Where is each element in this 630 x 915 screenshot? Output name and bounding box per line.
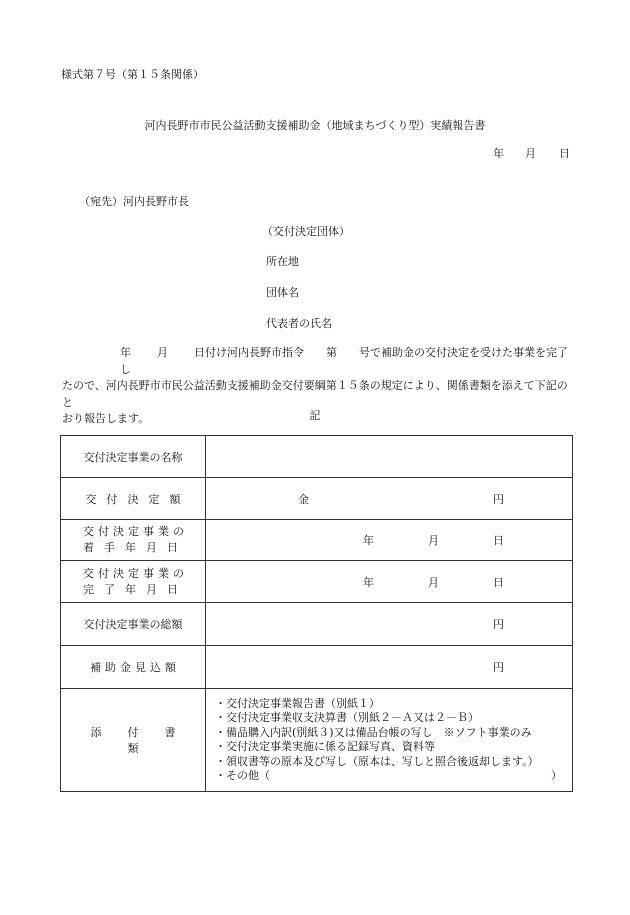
table-row xyxy=(61,561,573,603)
attachments-label-cell xyxy=(61,689,206,792)
sender-org-name-label: 団体名 xyxy=(266,286,299,299)
list-item: ・交付決定事業実施に係る記録写真、資料等 xyxy=(215,740,435,753)
expected-grant-label: 補助金見込額 xyxy=(90,661,180,674)
addressee: （宛先）河内長野市長 xyxy=(79,195,189,208)
start-date-label-line-2: 着手年月日 xyxy=(83,541,188,554)
report-table xyxy=(60,435,573,792)
attachment-other-close: ） xyxy=(551,769,562,782)
table-row xyxy=(61,436,573,478)
project-name-label-cell xyxy=(61,436,206,478)
start-date-year: 年 xyxy=(363,534,374,547)
table-row xyxy=(61,689,573,792)
list-item: ・領収書等の原本及び写し（原本は、写しと照合後返却します。） xyxy=(215,754,539,768)
form-number: 様式第７号（第１５条関係） xyxy=(61,68,204,81)
start-date-label-cell xyxy=(61,520,206,561)
end-date-value[interactable] xyxy=(206,561,573,603)
table-row xyxy=(61,478,573,520)
body-line-1 xyxy=(62,345,574,378)
expected-grant-suffix: 円 xyxy=(493,661,504,674)
end-date-label xyxy=(61,566,205,598)
total-cost-label-cell xyxy=(61,603,206,646)
list-item: ・交付決定事業報告書（別紙１） xyxy=(215,696,380,710)
sender-group-label: （交付決定団体） xyxy=(262,225,350,238)
table-row xyxy=(61,646,573,689)
attachments-label: 添付書類 xyxy=(90,726,202,755)
body-year: 年 xyxy=(120,346,131,359)
date-year: 年 xyxy=(493,147,504,160)
currency-suffix: 円 xyxy=(493,492,504,506)
sender-representative-label: 代表者の氏名 xyxy=(266,317,332,330)
body-number-suffix: 号で補助金の交付決定を受けた事業を完了し xyxy=(120,346,568,376)
body-month: 月 xyxy=(157,346,168,359)
sender-address-label: 所在地 xyxy=(266,255,299,268)
table-row xyxy=(61,603,573,646)
end-date-day: 日 xyxy=(493,575,504,589)
start-date-day: 日 xyxy=(493,534,504,547)
date-month: 月 xyxy=(525,147,536,160)
start-date-label xyxy=(61,524,205,556)
start-date-value[interactable] xyxy=(206,520,573,561)
start-date-label-line-1: 交付決定事業の xyxy=(83,525,188,538)
end-date-year: 年 xyxy=(363,575,374,589)
project-name-label: 交付決定事業の名称 xyxy=(83,450,183,464)
document-title: 河内長野市市民公益活動支援補助金（地域まちづくり型）実績報告書 xyxy=(144,119,486,132)
end-date-label-line-2: 完了年月日 xyxy=(83,582,188,596)
list-item: ・備品購入内訳(別紙３)又は備品台帳の写し ※ソフト事業のみ xyxy=(215,725,532,739)
currency-prefix: 金 xyxy=(298,492,309,506)
table-row xyxy=(61,520,573,561)
list-item: ・交付決定事業収支決算書（別紙２－Ａ又は２－Ｂ） xyxy=(215,711,479,724)
body-line-3: おり報告します。 xyxy=(62,412,150,425)
total-cost-value[interactable] xyxy=(206,603,573,646)
grant-amount-label: 交付決定額 xyxy=(85,492,191,506)
project-name-value[interactable] xyxy=(206,436,573,478)
end-date-month: 月 xyxy=(428,575,439,589)
list-item xyxy=(215,769,572,784)
grant-amount-value[interactable] xyxy=(206,478,573,520)
total-cost-label: 交付決定事業の総額 xyxy=(83,618,183,631)
expected-grant-value[interactable] xyxy=(206,646,573,689)
attachments-value xyxy=(206,689,573,792)
start-date-month: 月 xyxy=(428,534,439,547)
end-date-label-cell xyxy=(61,561,206,603)
total-cost-suffix: 円 xyxy=(493,618,504,631)
grant-amount-label-cell xyxy=(61,478,206,520)
date-day: 日 xyxy=(559,147,570,160)
body-number-prefix: 第 xyxy=(326,346,337,359)
ki-heading: 記 xyxy=(309,409,321,422)
body-directive: 日付け河内長野市指令 xyxy=(194,346,304,359)
attachment-other: ・その他（ xyxy=(215,769,270,782)
attachments-list xyxy=(206,694,572,787)
expected-grant-label-cell xyxy=(61,646,206,689)
body-line-2: たので、河内長野市市民公益活動支援補助金交付要綱第１５条の規定により、関係書類を添えて下記のと xyxy=(62,379,568,409)
end-date-label-line-1: 交付決定事業の xyxy=(83,566,188,580)
